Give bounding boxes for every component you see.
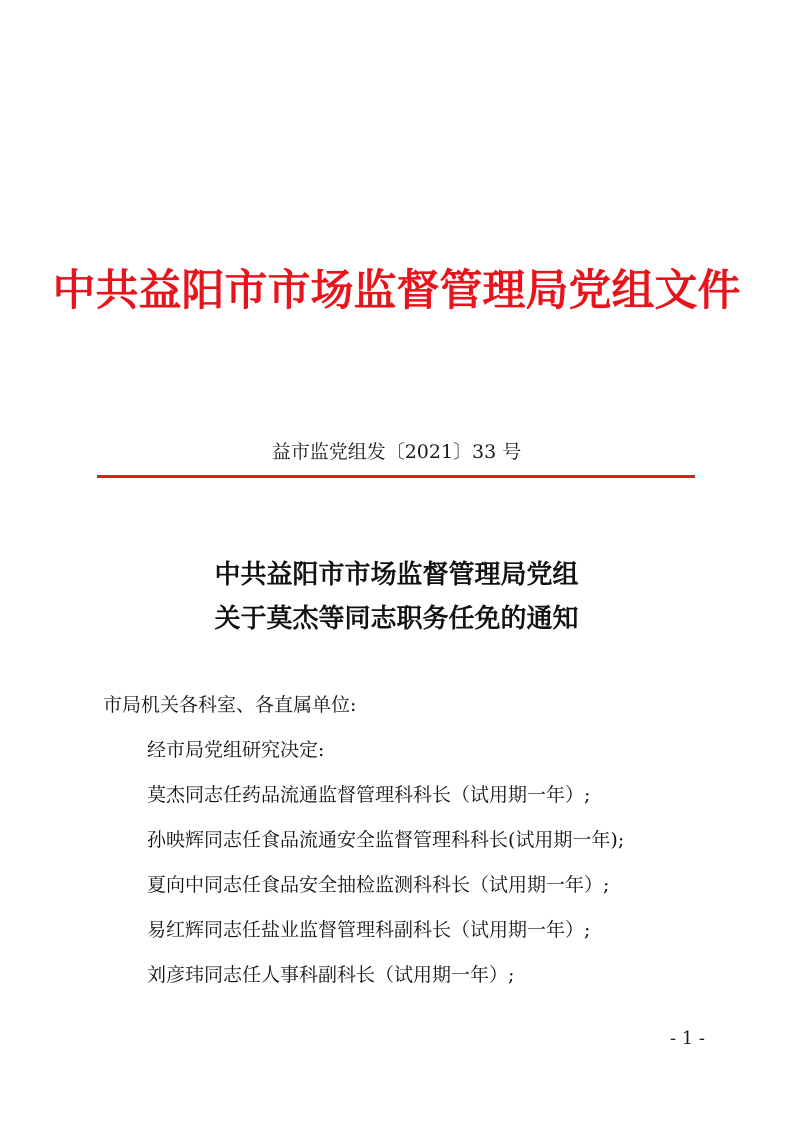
addressee: 市局机关各科室、各直属单位: bbox=[103, 694, 357, 716]
appointment-item: 夏向中同志任食品安全抽检监测科科长（试用期一年）; bbox=[147, 874, 610, 896]
decision-lead: 经市局党组研究决定: bbox=[147, 739, 325, 761]
notice-title-line2: 关于莫杰等同志职务任免的通知 bbox=[214, 604, 579, 634]
notice-title-line1: 中共益阳市市场监督管理局党组 bbox=[214, 560, 579, 590]
red-separator-line bbox=[97, 475, 695, 478]
appointment-item: 易红辉同志任盐业监督管理科副科长（试用期一年）; bbox=[147, 919, 591, 941]
page-number: - 1 - bbox=[669, 1028, 705, 1049]
appointment-item: 莫杰同志任药品流通监督管理科科长（试用期一年）; bbox=[147, 784, 591, 806]
document-header-title: 中共益阳市市场监督管理局党组文件 bbox=[52, 266, 741, 316]
appointment-item: 孙映辉同志任食品流通安全监督管理科科长(试用期一年); bbox=[147, 829, 625, 851]
document-number: 益市监党组发〔2021〕33 号 bbox=[271, 441, 522, 463]
appointment-item: 刘彦玮同志任人事科副科长（试用期一年）; bbox=[147, 964, 515, 986]
